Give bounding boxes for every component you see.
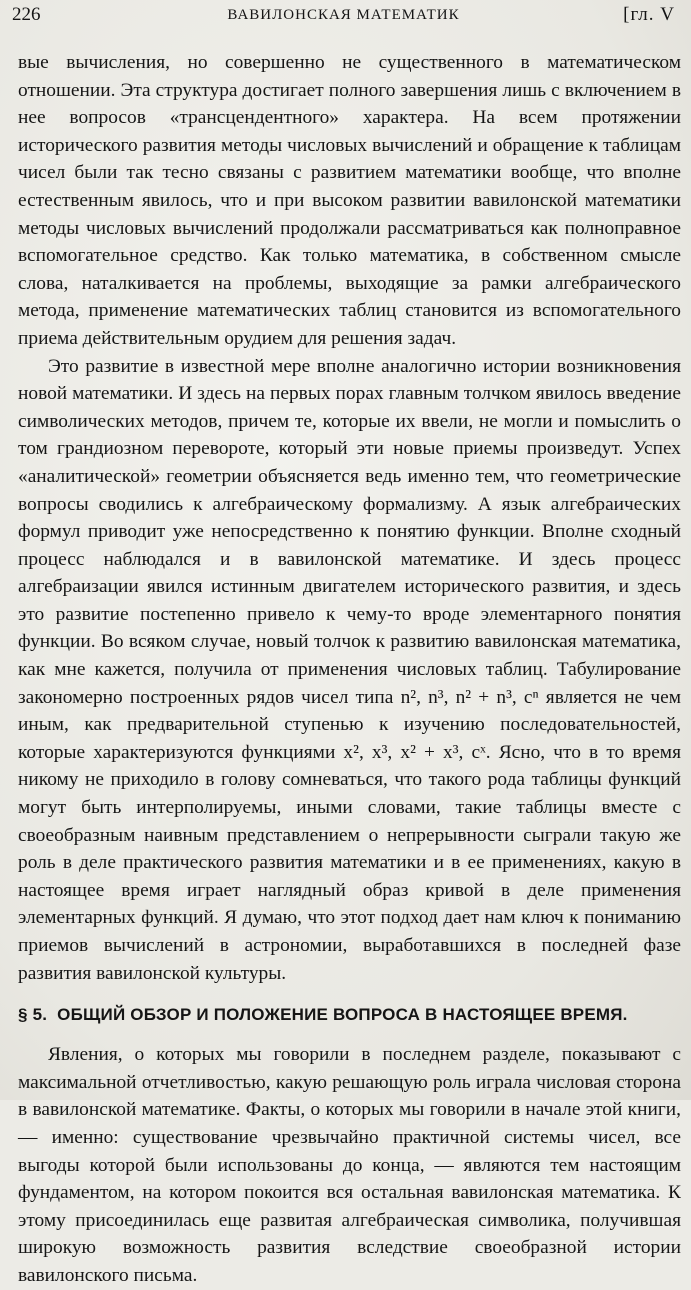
section-title: ОБЩИЙ ОБЗОР И ПОЛОЖЕНИЕ ВОПРОСА В НАСТОЯЩЕЕ ВРЕМЯ. — [57, 1005, 628, 1025]
paragraph-analogy: Это развитие в известной мере вполне аналогично истории возникновения новой математики. И здесь на первых порах главным толчком явилось введение символических методов, причем те, которые их ввели, не могли и помыслить о том грандиозном перевороте, который эти новые приемы произведут. Успех «аналитической» геометрии объясняется ведь именно тем, что геометрические вопросы сводились к алгебраическому формализму. А язык алгебраических формул приводит уже непосредственно к понятию функции. Вполне сходный процесс наблюдался и в вавилонской математике. И здесь процесс алгебраизации явился истинным двигателем исторического развития, и здесь это развитие постепенно привело к чему-то вроде элементарного понятия функции. Во всяком случае, новый толчок к развитию вавилонская математика, как мне кажется, получила от применения числовых таблиц. Табулирование закономерно построенных рядов чисел типа n², n³, n² + n³, cⁿ является не чем иным, как предварительной ступенью к изучению последовательностей, которые характеризуются функциями x², x³, x² + x³, cˣ. Ясно, что в то время никому не приходило в голову сомневаться, что такого рода таблицы функций могут быть интерполируемы, иными словами, такие таблицы вместе с своеобразным наивным представлением о непрерывности сыграли такую же роль в деле практического развития математики и в ее применениях, какую в настоящее время играет наглядный образ кривой в деле применения элементарных функций. Я думаю, что этот подход дает нам ключ к пониманию приемов вычислений в астрономии, выработавшихся в последней фазе развития вавилонской культуры. — [18, 355, 681, 984]
page-number: 226 — [12, 4, 41, 25]
section-number: § 5. — [18, 1005, 48, 1025]
section-heading — [18, 1001, 681, 1029]
chapter-reference: [гл. V — [623, 4, 675, 25]
running-title: ВАВИЛОНСКАЯ МАТЕМАТИК — [227, 7, 460, 23]
paragraph-overview: Явления, о которых мы говорили в последнем разделе, показывают с максимальной отчетливостью, какую решающую роль играла числовая сторона в вавилонской математике. Факты, о которых мы говорили в начале этой книги, — именно: существование чрезвычайно практичной системы чисел, все выгоды которой были использованы до конца, — являются тем настоящим фундаментом, на котором покоится вся остальная вавилонская математика. К этому присоединилась еще развитая алгебраическая символика, получившая широкую возможность развития вследствие своеобразной истории вавилонского письма. — [18, 1044, 681, 1286]
running-head — [12, 2, 675, 28]
paragraph-continuation: вые вычисления, но совершенно не существенного в математическом отношении. Эта структура достигает полного завершения лишь с включением в нее вопросов «трансцендентного» характера. На всем протяжении исторического развития методы числовых вычислений и обращение к таблицам чисел были так тесно связаны с развитием математики вообще, что вполне естественным явилось, что и при высоком развитии вавилонской математики методы числовых вычислений продолжали рассматриваться как полноправное вспомогательное средство. Как только математика, в собственном смысле слова, наталкивается на проблемы, выходящие за рамки алгебраического метода, применение математических таблиц становится из вспомогательного приема действительным орудием для решения задач. — [18, 52, 681, 349]
body-text — [18, 49, 681, 1290]
